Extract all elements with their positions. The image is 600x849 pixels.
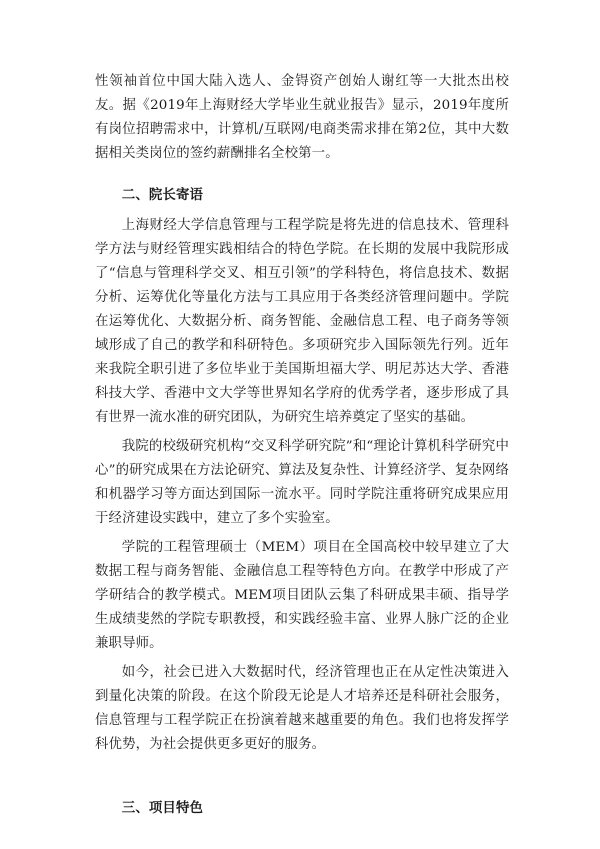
intro-paragraph: 性领袖首位中国大陆入选人、金锝资产创始人谢红等一大批杰出校友。据《2019年上海财经大学毕业生就业报告》显示，2019年度所有岗位招聘需求中，计算机/互联网/电商类需求排在第2位，其中大数据相关类岗位的签约薪酬排名全校第一。 (95, 74, 509, 161)
dean-message-paragraph-1: 上海财经大学信息管理与工程学院是将先进的信息技术、管理科学方法与财经管理实践相结合的特色学院。在长期的发展中我院形成了“信息与管理科学交叉、相互引领”的学科特色，将信息技术、数据分析、运筹优化等量化方法与工具应用于各类经济管理问题中。学院在运筹优化、大数据分析、商务智能、金融信息工程、电子商务等领域形成了自己的教学和科研特色。多项研究步入国际领先行列。近年来我院全职引进了多位毕业于美国斯坦福大学、明尼苏达大学、香港科技大学、香港中文大学等世界知名学府的优秀学者，逐步形成了具有世界一流水准的研究团队，为研究生培养奠定了坚实的基础。 (95, 218, 509, 425)
document-body (95, 70, 509, 821)
dean-message-paragraph-3: 学院的工程管理硕士（MEM）项目在全国高校中较早建立了大数据工程与商务智能、金融信息工程等特色方向。在教学中形成了产学研结合的教学模式。MEM项目团队云集了科研成果丰硕、指导学生成绩斐然的学院专职教授，和实践经验丰富、业界人脉广泛的企业兼职导师。 (95, 540, 509, 651)
section-heading-program-features: 三、项目特色 (121, 801, 204, 816)
dean-message-paragraph-2: 我院的校级研究机构“交叉科学研究院”和“理论计算机科学研究中心”的研究成果在方法论研究、算法及复杂性、计算经济学、复杂网络和机器学习等方面达到国际一流水平。同时学院注重将研究成果应用于经济建设实践中，建立了多个实验室。 (95, 439, 509, 526)
dean-message-paragraph-4: 如今，社会已进入大数据时代，经济管理也正在从定性决策进入到量化决策的阶段。在这个阶段无论是人才培养还是科研社会服务，信息管理与工程学院正在扮演着越来越重要的角色。我们也将发挥学科优势，为社会提供更多更好的服务。 (95, 665, 509, 752)
section-heading-dean-message: 二、院长寄语 (121, 188, 204, 203)
